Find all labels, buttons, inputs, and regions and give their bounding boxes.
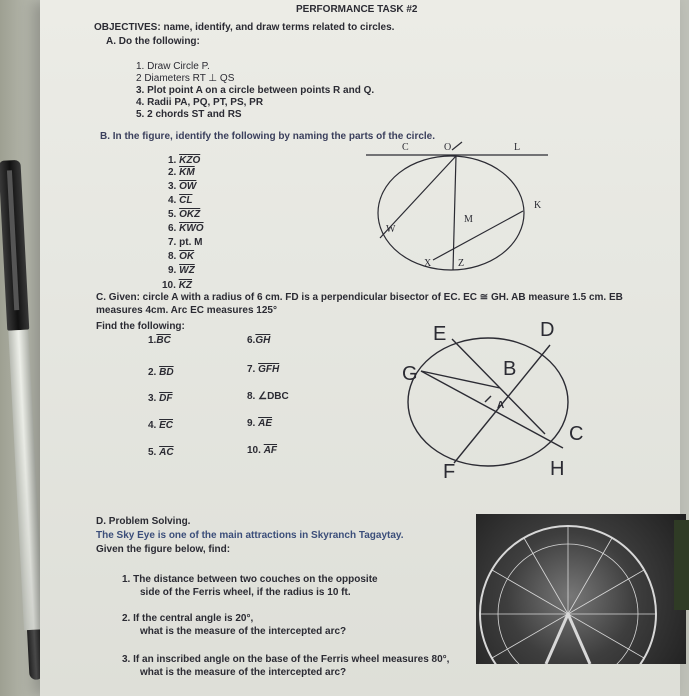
- part-a-item: 5. 2 chords ST and RS: [136, 109, 242, 120]
- part-c-item: 3. $\overline{DF}$: [148, 393, 173, 404]
- part-c-given-line1: C. Given: circle A with a radius of 6 cm. FD is a perpendicular bisector of EC. EC ≅ GH. AB measure 1.5 cm. EB: [96, 292, 623, 303]
- part-b-title: B. In the figure, identify the following by naming the parts of the circle.: [100, 131, 436, 142]
- part-d-q1: 1. The distance between two couches on the opposite: [122, 574, 378, 585]
- label-d: D: [540, 319, 555, 341]
- ferris-wheel-photo: [476, 514, 686, 664]
- label-o: O: [444, 142, 452, 153]
- arrow-o: [452, 142, 462, 150]
- part-a-item: 2 Diameters RT ⊥ QS: [136, 73, 235, 84]
- part-d-q2-cont: what is the measure of the intercepted arc?: [140, 626, 347, 637]
- part-b-item: 2. $\overline{KM}$: [168, 167, 195, 178]
- part-b-item: 10. $\overline{KZ}$: [162, 280, 193, 291]
- part-a-item: 3. Plot point A on a circle between points R and Q.: [136, 85, 375, 96]
- part-d-title: D. Problem Solving.: [96, 516, 191, 527]
- chord-kx: [433, 211, 523, 260]
- label-l: L: [514, 142, 521, 153]
- part-c-given-line2: measures 4cm. Arc EC measures 125°: [96, 305, 277, 316]
- label-w: W: [386, 224, 396, 235]
- part-b-item: 3. $\overline{OW}$: [168, 181, 197, 192]
- circle-a: [408, 338, 568, 466]
- part-c-item: 7. $\overline{GFH}$: [247, 364, 280, 375]
- label-z: Z: [458, 258, 465, 269]
- label-b: B: [503, 358, 517, 380]
- part-c-item: $1.\overline{BC}$: [148, 335, 171, 346]
- part-c-item: 5. $\overline{AC}$: [148, 447, 174, 458]
- label-e: E: [433, 323, 447, 345]
- part-c-item: 8. ∠DBC: [247, 391, 289, 402]
- right-angle-mark: [485, 396, 491, 402]
- chord-gh: [421, 371, 563, 448]
- part-c-find: Find the following:: [96, 321, 185, 332]
- chord-oz: [453, 156, 456, 270]
- label-a: A: [497, 400, 505, 411]
- part-a-item: 4. Radii PA, PQ, PT, PS, PR: [136, 97, 264, 108]
- part-c-item: 9. $\overline{AE}$: [247, 418, 273, 429]
- label-c: C: [402, 142, 409, 153]
- objectives: OBJECTIVES: name, identify, and draw terms related to circles.: [94, 22, 395, 33]
- label-x: X: [424, 258, 432, 269]
- label-m: M: [464, 214, 473, 225]
- part-b-item: 5. $\overline{OKZ}$: [168, 209, 201, 220]
- part-d-given: Given the figure below, find:: [96, 544, 231, 555]
- part-b-item: 9. $\overline{WZ}$: [168, 265, 195, 276]
- part-c-item: $6.\overline{GH}$: [247, 335, 271, 346]
- part-b-item: 1. $\overline{KZO}$: [168, 155, 201, 166]
- label-h: H: [550, 458, 565, 480]
- part-a-item: 1. Draw Circle P.: [136, 61, 210, 72]
- label-c: C: [569, 423, 584, 445]
- part-c-item: 10. $\overline{AF}$: [247, 445, 278, 456]
- part-d-q3: 3. If an inscribed angle on the base of the Ferris wheel measures 80°,: [122, 654, 450, 665]
- part-c-item: 2. $\overline{BD}$: [148, 367, 174, 378]
- part-b-item: 8. $\overline{OK}$: [168, 251, 195, 262]
- label-g: G: [402, 363, 418, 385]
- part-d-intro: The Sky Eye is one of the main attractions in Skyranch Tagaytay.: [96, 530, 404, 541]
- part-b-item: 6. $\overline{KWO}$: [168, 223, 204, 234]
- segment-gb: [421, 371, 500, 388]
- label-f: F: [443, 461, 456, 483]
- ferris-wheel-illustration: [476, 514, 686, 664]
- part-d-q2: 2. If the central angle is 20°,: [122, 613, 254, 624]
- chord-ec: [452, 339, 545, 434]
- part-b-item: 7. pt. M: [168, 237, 203, 248]
- part-d-q1-cont: side of the Ferris wheel, if the radius is 10 ft.: [140, 587, 351, 598]
- label-k: K: [534, 200, 542, 211]
- part-a-title: A. Do the following:: [106, 36, 200, 47]
- part-b-item: 4. $\overline{CL}$: [168, 195, 193, 206]
- part-c-item: 4. $\overline{EC}$: [148, 420, 174, 431]
- part-d-q3-cont: what is the measure of the intercepted arc?: [140, 667, 347, 678]
- header-title: PERFORMANCE TASK #2: [296, 4, 418, 15]
- phone-edge: [674, 520, 689, 610]
- circle: [378, 156, 524, 270]
